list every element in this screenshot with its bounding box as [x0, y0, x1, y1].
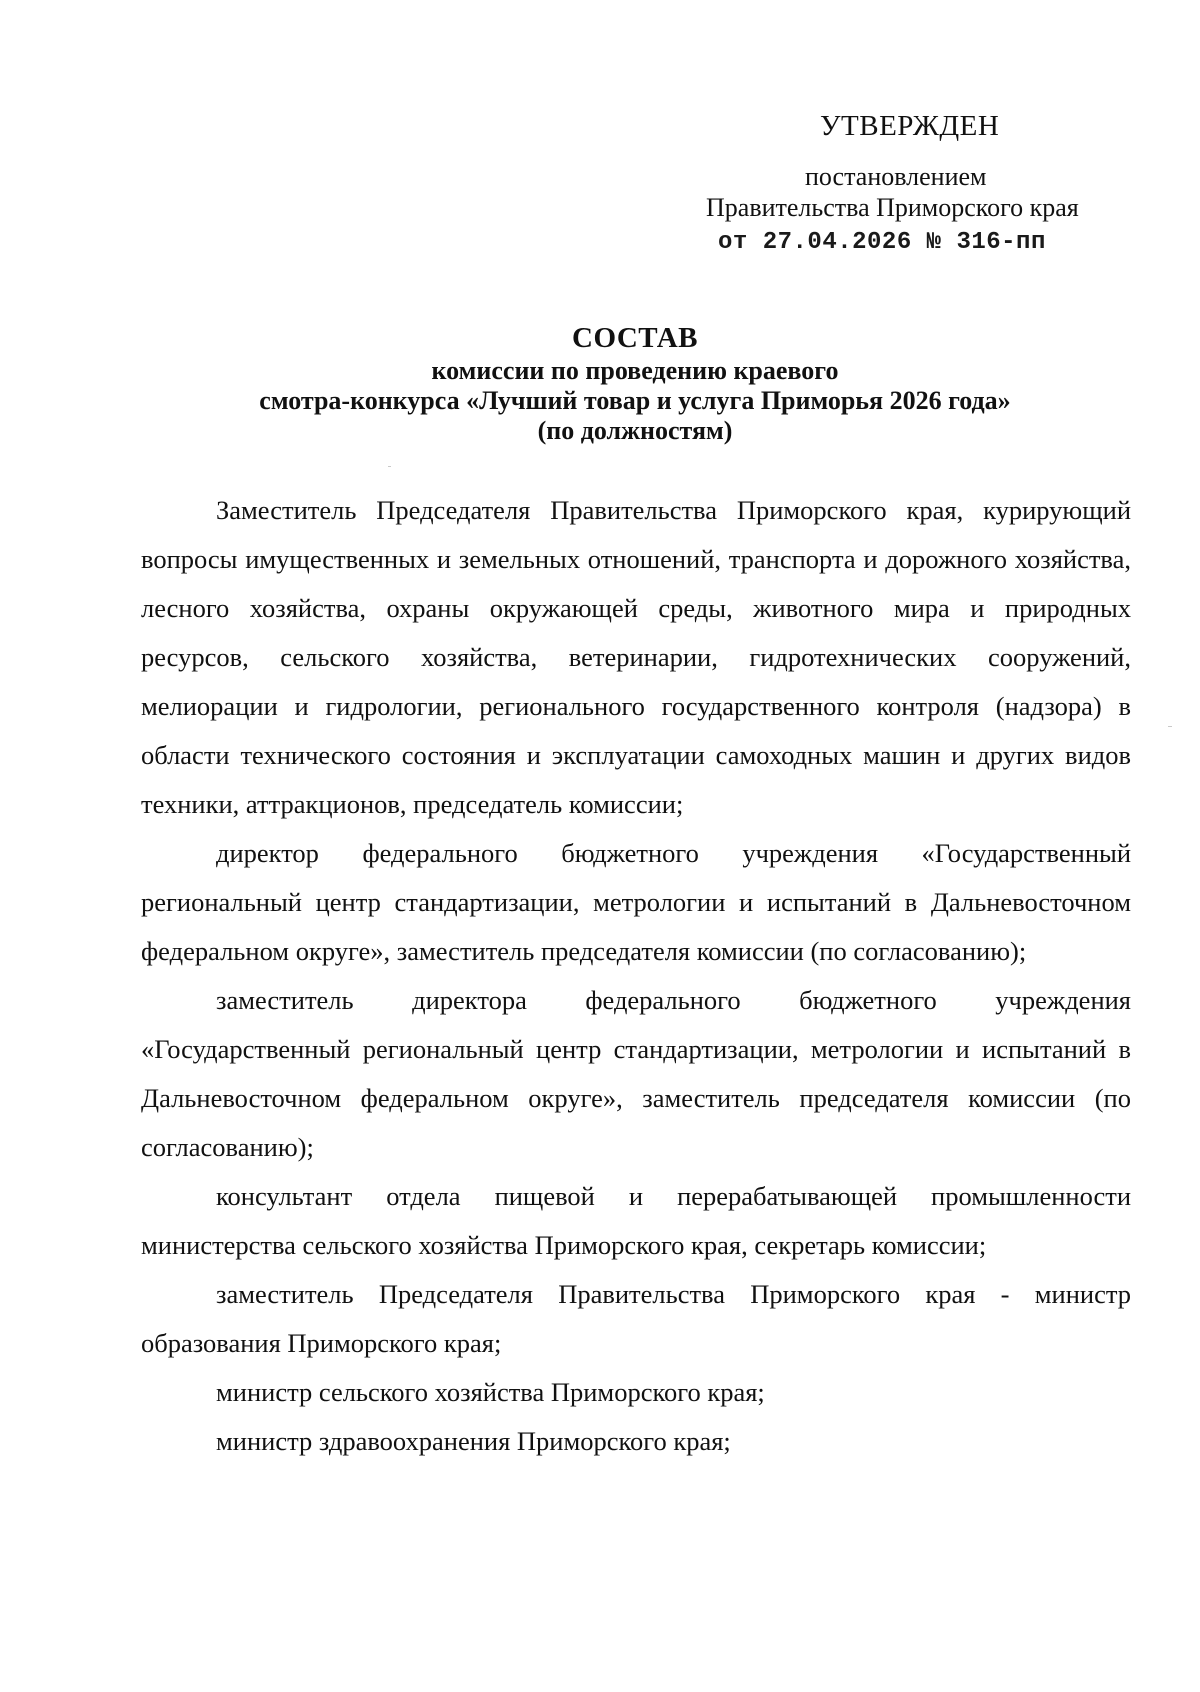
members-list	[141, 486, 1131, 1466]
document-heading	[140, 320, 1130, 446]
approval-resolution-label: постановлением	[805, 162, 987, 191]
scan-speck	[388, 466, 391, 467]
scan-speck	[1168, 726, 1172, 727]
member-paragraph: консультант отдела пищевой и перерабатывающей промышленности министерства сельского хозяйства Приморского края, секретарь комиссии;	[141, 1181, 1131, 1260]
approved-title: УТВЕРЖДЕН	[820, 110, 1000, 142]
approval-date-number: от 27.04.2026 № 316-пп	[718, 229, 1046, 256]
heading-line-1: комиссии по проведению краевого	[431, 356, 839, 385]
member-paragraph: директор федерального бюджетного учреждения «Государственный региональный центр стандартизации, метрологии и испытаний в Дальневосточном федеральном округе», заместитель председателя комиссии (по согласованию);	[141, 838, 1131, 966]
approval-issuer: Правительства Приморского края	[706, 193, 1079, 222]
member-paragraph: Заместитель Председателя Правительства Приморского края, курирующий вопросы имущественных и земельных отношений, транспорта и дорожного хозяйства, лесного хозяйства, охраны окружающей среды, животного мира и природных ресурсов, сельского хозяйства, ветеринарии, гидротехнических сооружений, мелиорации и гидрологии, регионального государственного контроля (надзора) в области технического состояния и эксплуатации самоходных машин и других видов техники, аттракционов, председатель комиссии;	[141, 495, 1131, 819]
heading-title: СОСТАВ	[572, 322, 698, 354]
member-paragraph: министр здравоохранения Приморского края;	[216, 1426, 731, 1456]
member-paragraph: министр сельского хозяйства Приморского края;	[216, 1377, 765, 1407]
member-paragraph: заместитель директора федерального бюджетного учреждения «Государственный региональный центр стандартизации, метрологии и испытаний в Дальневосточном федеральном округе», заместитель председателя комиссии (по согласованию);	[141, 985, 1131, 1162]
member-paragraph: заместитель Председателя Правительства Приморского края - министр образования Приморского края;	[141, 1279, 1131, 1358]
heading-line-3: (по должностям)	[537, 416, 733, 445]
heading-line-2: смотра-конкурса «Лучший товар и услуга Приморья 2026 года»	[259, 386, 1011, 415]
